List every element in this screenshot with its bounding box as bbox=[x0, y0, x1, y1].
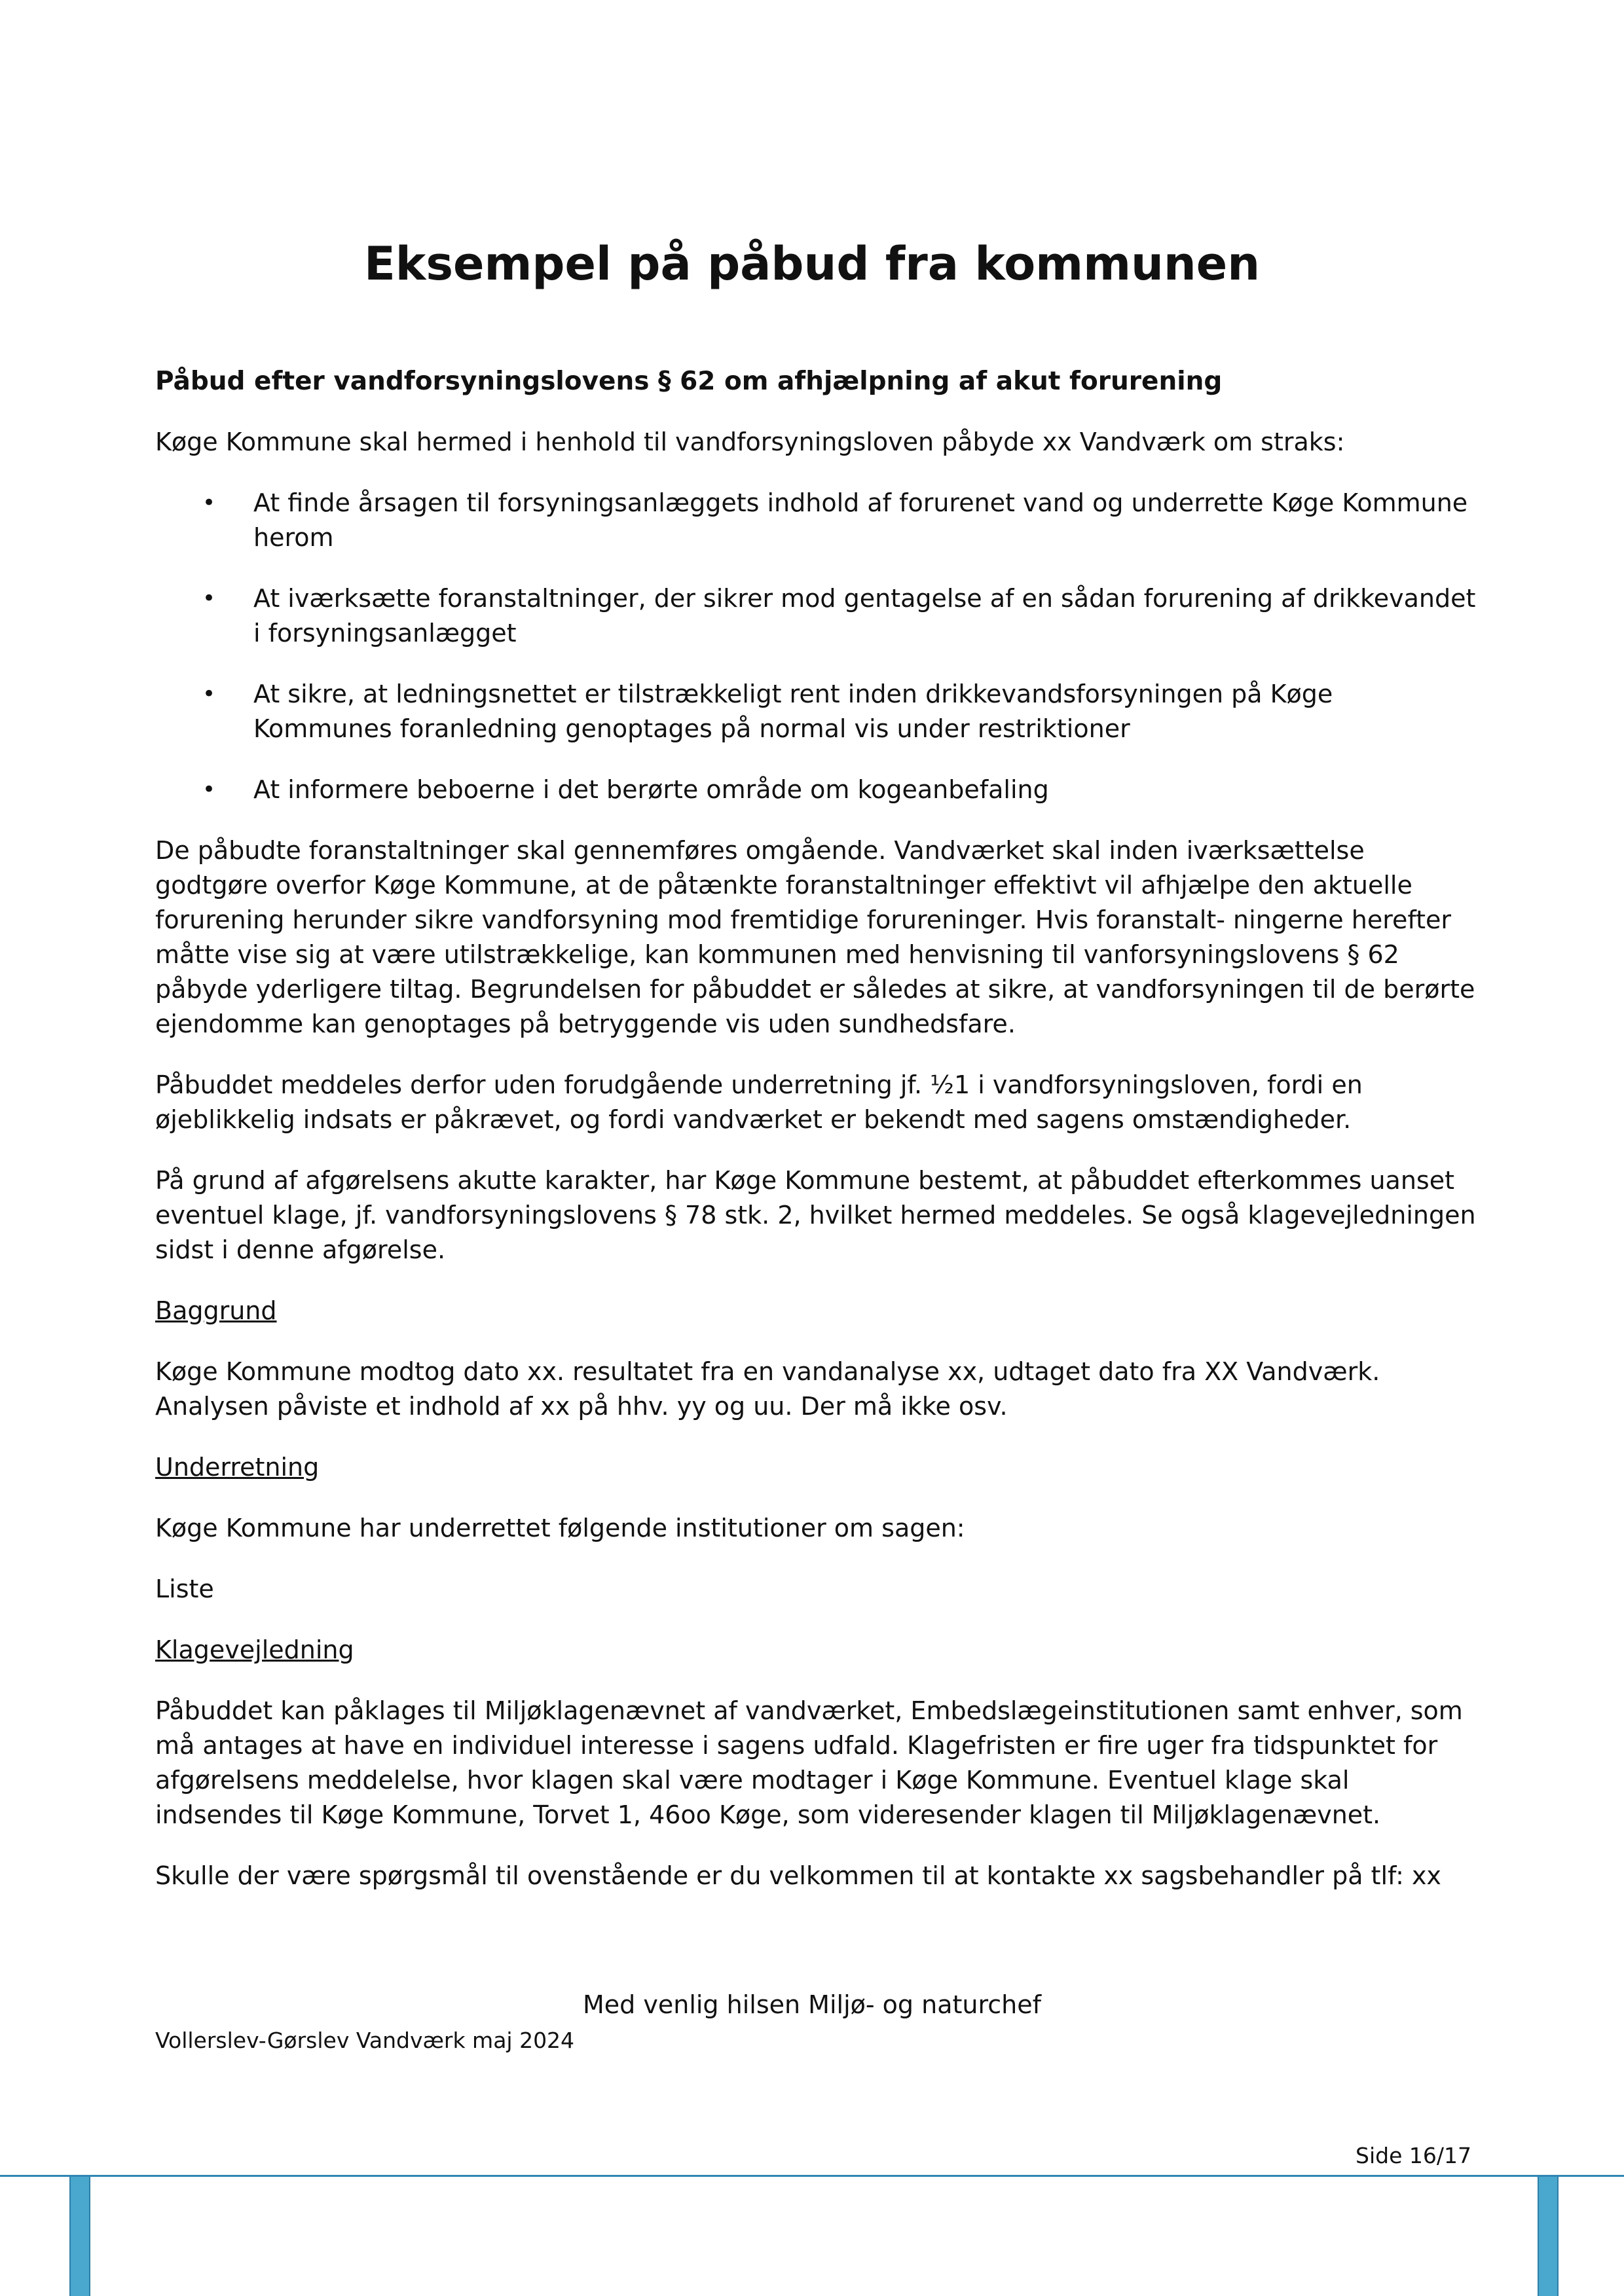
footer-accent-bar-right bbox=[1538, 2177, 1559, 2296]
list-item bbox=[155, 773, 1478, 807]
requirements-list bbox=[155, 486, 1478, 807]
list-item-text: At finde årsagen til forsyningsanlæggets indhold af forurenet vand og underrette Køge Kommune herom bbox=[253, 488, 1468, 552]
heading-underretning: Underretning bbox=[155, 1453, 320, 1482]
section-subtitle: Påbud efter vandforsyningslovens § 62 om afhjælpning af akut forurening bbox=[155, 367, 1223, 396]
bullet-icon: • bbox=[202, 585, 216, 611]
heading-klagevejledning: Klagevejledning bbox=[155, 1635, 354, 1664]
footer-accent-bar-left bbox=[69, 2177, 90, 2296]
paragraph-appeal-effect: På grund af afgørelsens akutte karakter, har Køge Kommune bestemt, at påbuddet efterkommes uanset eventuel klage, jf. vandforsyningslovens § 78 stk. 2, hvilket hermed meddeles. Se også klagevejledningen sidst i denne afgørelse. bbox=[155, 1166, 1476, 1264]
bullet-icon: • bbox=[202, 681, 216, 707]
list-item bbox=[155, 486, 1478, 555]
list-placeholder: Liste bbox=[155, 1575, 214, 1603]
paragraph-contact: Skulle der være spørgsmål til ovenstående er du velkommen til at kontakte xx sagsbehandler på tlf: xx bbox=[155, 1861, 1441, 1890]
paragraph-measures: De påbudte foranstaltninger skal gennemføres omgående. Vandværket skal inden iværksættelse godtgøre overfor Køge Kommune, at de påtænkte foranstaltninger effektivt vil afhjælpe den aktuelle forurening herunder sikre vandforsyning mod fremtidige forureninger. Hvis foranstalt- ningerne herefter måtte vise sig at være utilstrækkelige, kan kommunen med henvisning til vanforsyningslovens § 62 påbyde yderligere tiltag. Begrundelsen for påbuddet er således at sikre, at vandforsyningen til de berørte ejendomme kan genoptages på betryggende vis uden sundhedsfare. bbox=[155, 836, 1475, 1038]
list-item bbox=[155, 677, 1478, 746]
paragraph-baggrund: Køge Kommune modtog dato xx. resultatet fra en vandanalyse xx, udtaget dato fra XX Vandværk. Analysen påviste et indhold af xx på hhv. yy og uu. Der må ikke osv. bbox=[155, 1357, 1380, 1421]
paragraph-notice: Påbuddet meddeles derfor uden forudgående underretning jf. ½1 i vandforsyningsloven, fordi en øjeblikkelig indsats er påkrævet, og fordi vandværket er bekendt med sagens omstændigheder. bbox=[155, 1070, 1363, 1134]
footer-text: Vollerslev-Gørslev Vandværk maj 2024 bbox=[155, 2028, 575, 2053]
list-item-text: At sikre, at ledningsnettet er tilstrækkeligt rent inden drikkevandsforsyningen på Køge Kommunes foranledning genoptages på normal vis under restriktioner bbox=[253, 680, 1333, 743]
closing-signature: Med venlig hilsen Miljø- og naturchef bbox=[583, 1990, 1041, 2019]
bullet-icon: • bbox=[202, 776, 216, 803]
paragraph-underretning: Køge Kommune har underrettet følgende institutioner om sagen: bbox=[155, 1514, 965, 1542]
bullet-icon: • bbox=[202, 490, 216, 516]
list-item-text: At informere beboerne i det berørte område om kogeanbefaling bbox=[253, 775, 1049, 804]
intro-paragraph: Køge Kommune skal hermed i henhold til vandforsyningsloven påbyde xx Vandværk om straks: bbox=[155, 428, 1345, 456]
footer-divider bbox=[0, 2175, 1624, 2177]
paragraph-klagevejledning: Påbuddet kan påklages til Miljøklagenævnet af vandværket, Embedslægeinstitutionen samt enhver, som må antages at have en individuel interesse i sagens udfald. Klagefristen er fire uger fra tidspunktet for afgørelsens meddelelse, hvor klagen skal være modtager i Køge Kommune. Eventuel klage skal indsendes til Køge Kommune, Torvet 1, 46oo Køge, som videresender klagen til Miljøklagenævnet. bbox=[155, 1696, 1463, 1829]
page-title: Eksempel på påbud fra kommunen bbox=[363, 237, 1261, 291]
list-item-text: At iværksætte foranstaltninger, der sikrer mod gentagelse af en sådan forurening af drikkevandet i forsyningsanlægget bbox=[253, 584, 1476, 647]
heading-baggrund: Baggrund bbox=[155, 1296, 277, 1325]
page-number: Side 16/17 bbox=[1356, 2143, 1471, 2168]
document-body bbox=[155, 364, 1478, 1920]
list-item bbox=[155, 581, 1478, 651]
